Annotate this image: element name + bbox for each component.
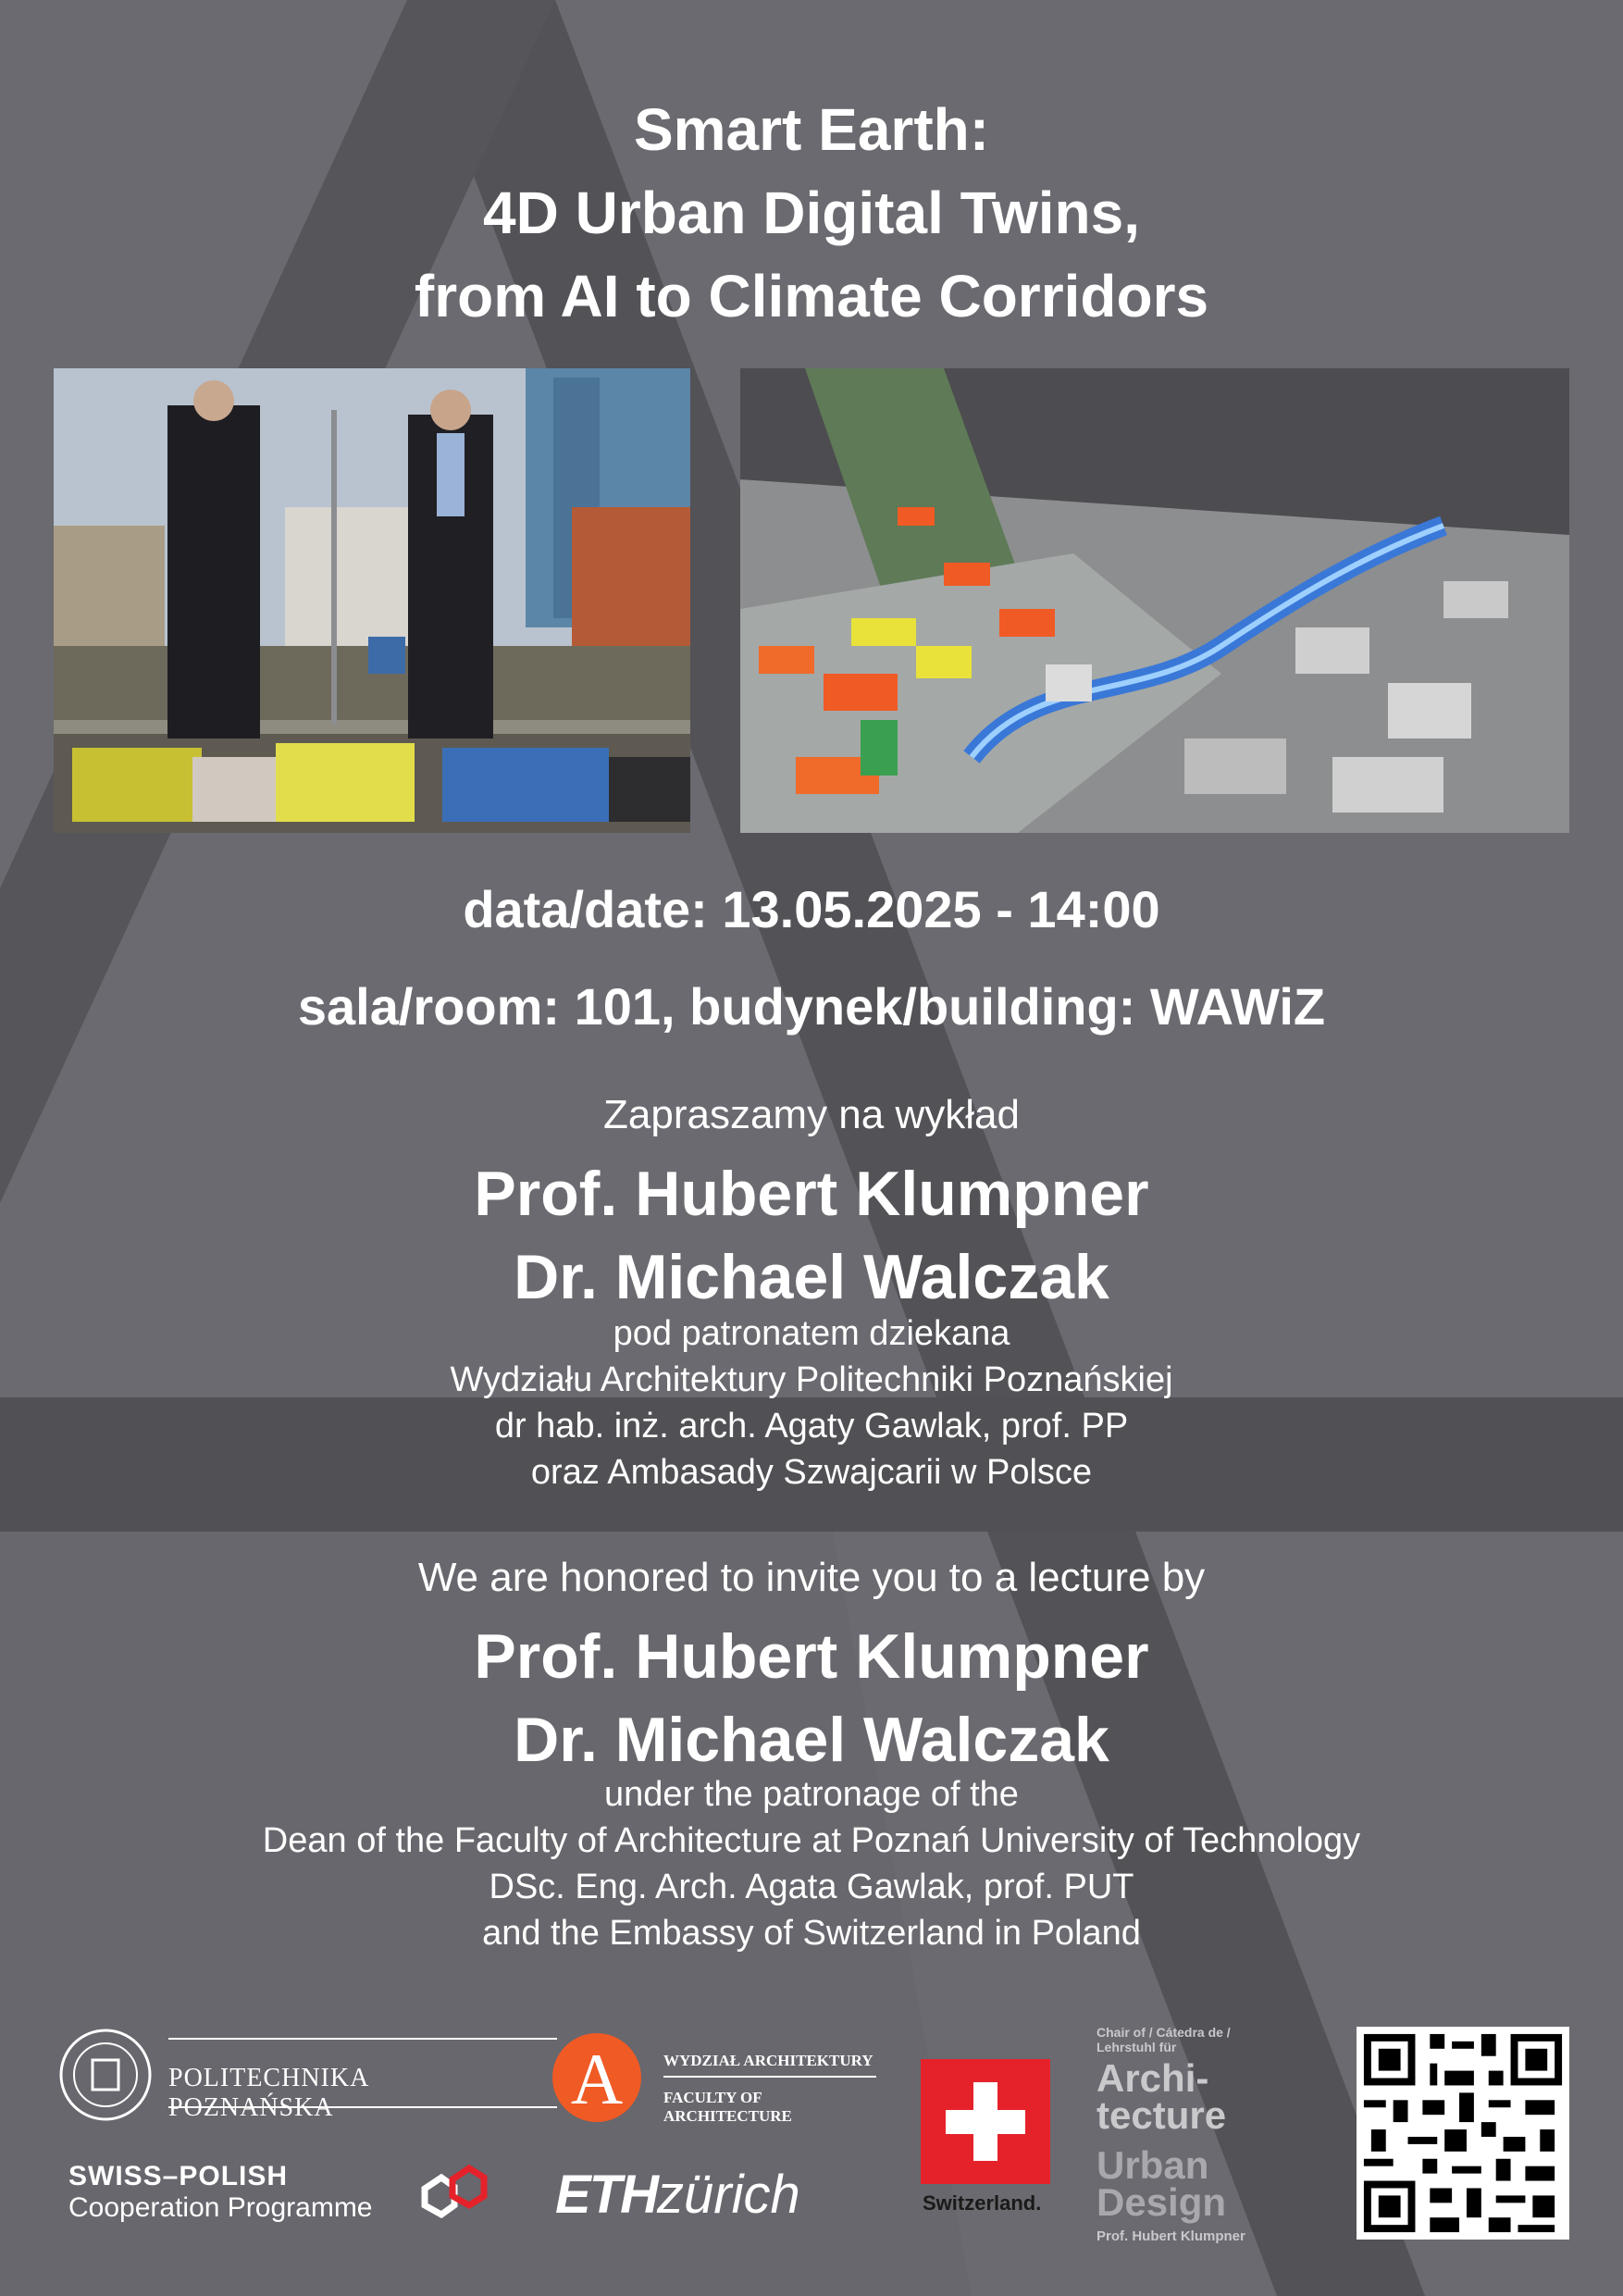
english-patronage-line-4: and the Embassy of Switzerland in Poland — [482, 1914, 1141, 1953]
swiss-flag-icon — [921, 2059, 1050, 2184]
switzerland-logo — [921, 2059, 1059, 2226]
polish-patronage-line-1: pod patronatem dziekana — [613, 1314, 1010, 1353]
politechnika-name: POLITECHNIKA POZNAŃSKA — [168, 2064, 368, 2122]
poster-title — [0, 88, 1623, 338]
faculty-name-en: FACULTY OF ARCHITECTURE — [663, 2089, 792, 2125]
english-speakers — [0, 1615, 1623, 1781]
chair-line-2: Lehrstuhl für — [1096, 2040, 1177, 2054]
english-speaker-1: Prof. Hubert Klumpner — [474, 1621, 1149, 1692]
swiss-polish-programme-logo — [68, 2161, 457, 2244]
title-line-3: from AI to Climate Corridors — [414, 263, 1209, 329]
polish-patronage-line-3: dr hab. inż. arch. Agaty Gawlak, prof. PP — [494, 1407, 1129, 1446]
polish-speaker-1: Prof. Hubert Klumpner — [474, 1159, 1149, 1229]
english-patronage-line-2: Dean of the Faculty of Architecture at Poznań University of Technology — [262, 1821, 1361, 1860]
qr-code-icon[interactable] — [1357, 2027, 1569, 2240]
swiss-polish-title: SWISS–POLISH — [68, 2161, 289, 2191]
chain-link-icon — [415, 2161, 499, 2226]
eth-zurich: zürich — [657, 2165, 800, 2225]
chair-urban-1: Urban — [1096, 2143, 1209, 2187]
chair-urban-design-logo — [1096, 2025, 1282, 2247]
chair-professor: Prof. Hubert Klumpner — [1096, 2228, 1245, 2244]
polish-patronage — [0, 1310, 1623, 1496]
chair-arch-2: tecture — [1096, 2093, 1227, 2137]
switzerland-label: Switzerland. — [923, 2191, 1042, 2215]
polish-intro: Zapraszamy na wykład — [603, 1092, 1020, 1137]
polish-speaker-2: Dr. Michael Walczak — [514, 1242, 1109, 1312]
english-patronage-line-1: under the patronage of the — [604, 1775, 1019, 1814]
english-speaker-2: Dr. Michael Walczak — [514, 1705, 1109, 1775]
polish-patronage-line-2: Wydziału Architektury Politechniki Poznańskiej — [450, 1360, 1173, 1399]
chair-line-1: Chair of / Cátedra de / — [1096, 2025, 1231, 2040]
politechnika-logo — [57, 2027, 502, 2128]
eth-mark: ETH — [555, 2165, 657, 2225]
event-room: sala/room: 101, budynek/building: WAWiZ — [297, 977, 1326, 1036]
urban-model-photo — [740, 368, 1569, 833]
polish-speakers — [0, 1152, 1623, 1319]
eth-zurich-logo — [555, 2164, 851, 2228]
event-date: data/date: 13.05.2025 - 14:00 — [463, 880, 1160, 938]
english-patronage-line-3: DSc. Eng. Arch. Agata Gawlak, prof. PUT — [489, 1868, 1134, 1906]
chair-arch-1: Archi- — [1096, 2056, 1209, 2100]
chair-urban-2: Design — [1096, 2180, 1227, 2224]
title-line-2: 4D Urban Digital Twins, — [483, 180, 1140, 246]
speakers-photo — [54, 368, 690, 833]
faculty-a-logo — [551, 2031, 643, 2124]
english-patronage — [0, 1771, 1623, 1956]
english-intro: We are honored to invite you to a lecture by — [417, 1555, 1206, 1600]
polish-patronage-line-4: oraz Ambasady Szwajcarii w Polsce — [530, 1453, 1093, 1492]
politechnika-seal-icon — [57, 2027, 159, 2128]
swiss-polish-subtitle: Cooperation Programme — [68, 2192, 373, 2223]
faculty-name-pl: WYDZIAŁ ARCHITEKTURY — [663, 2052, 873, 2069]
title-line-1: Smart Earth: — [633, 96, 990, 163]
svg-text:A: A — [570, 2039, 624, 2119]
faculty-architecture-logo — [551, 2031, 884, 2124]
